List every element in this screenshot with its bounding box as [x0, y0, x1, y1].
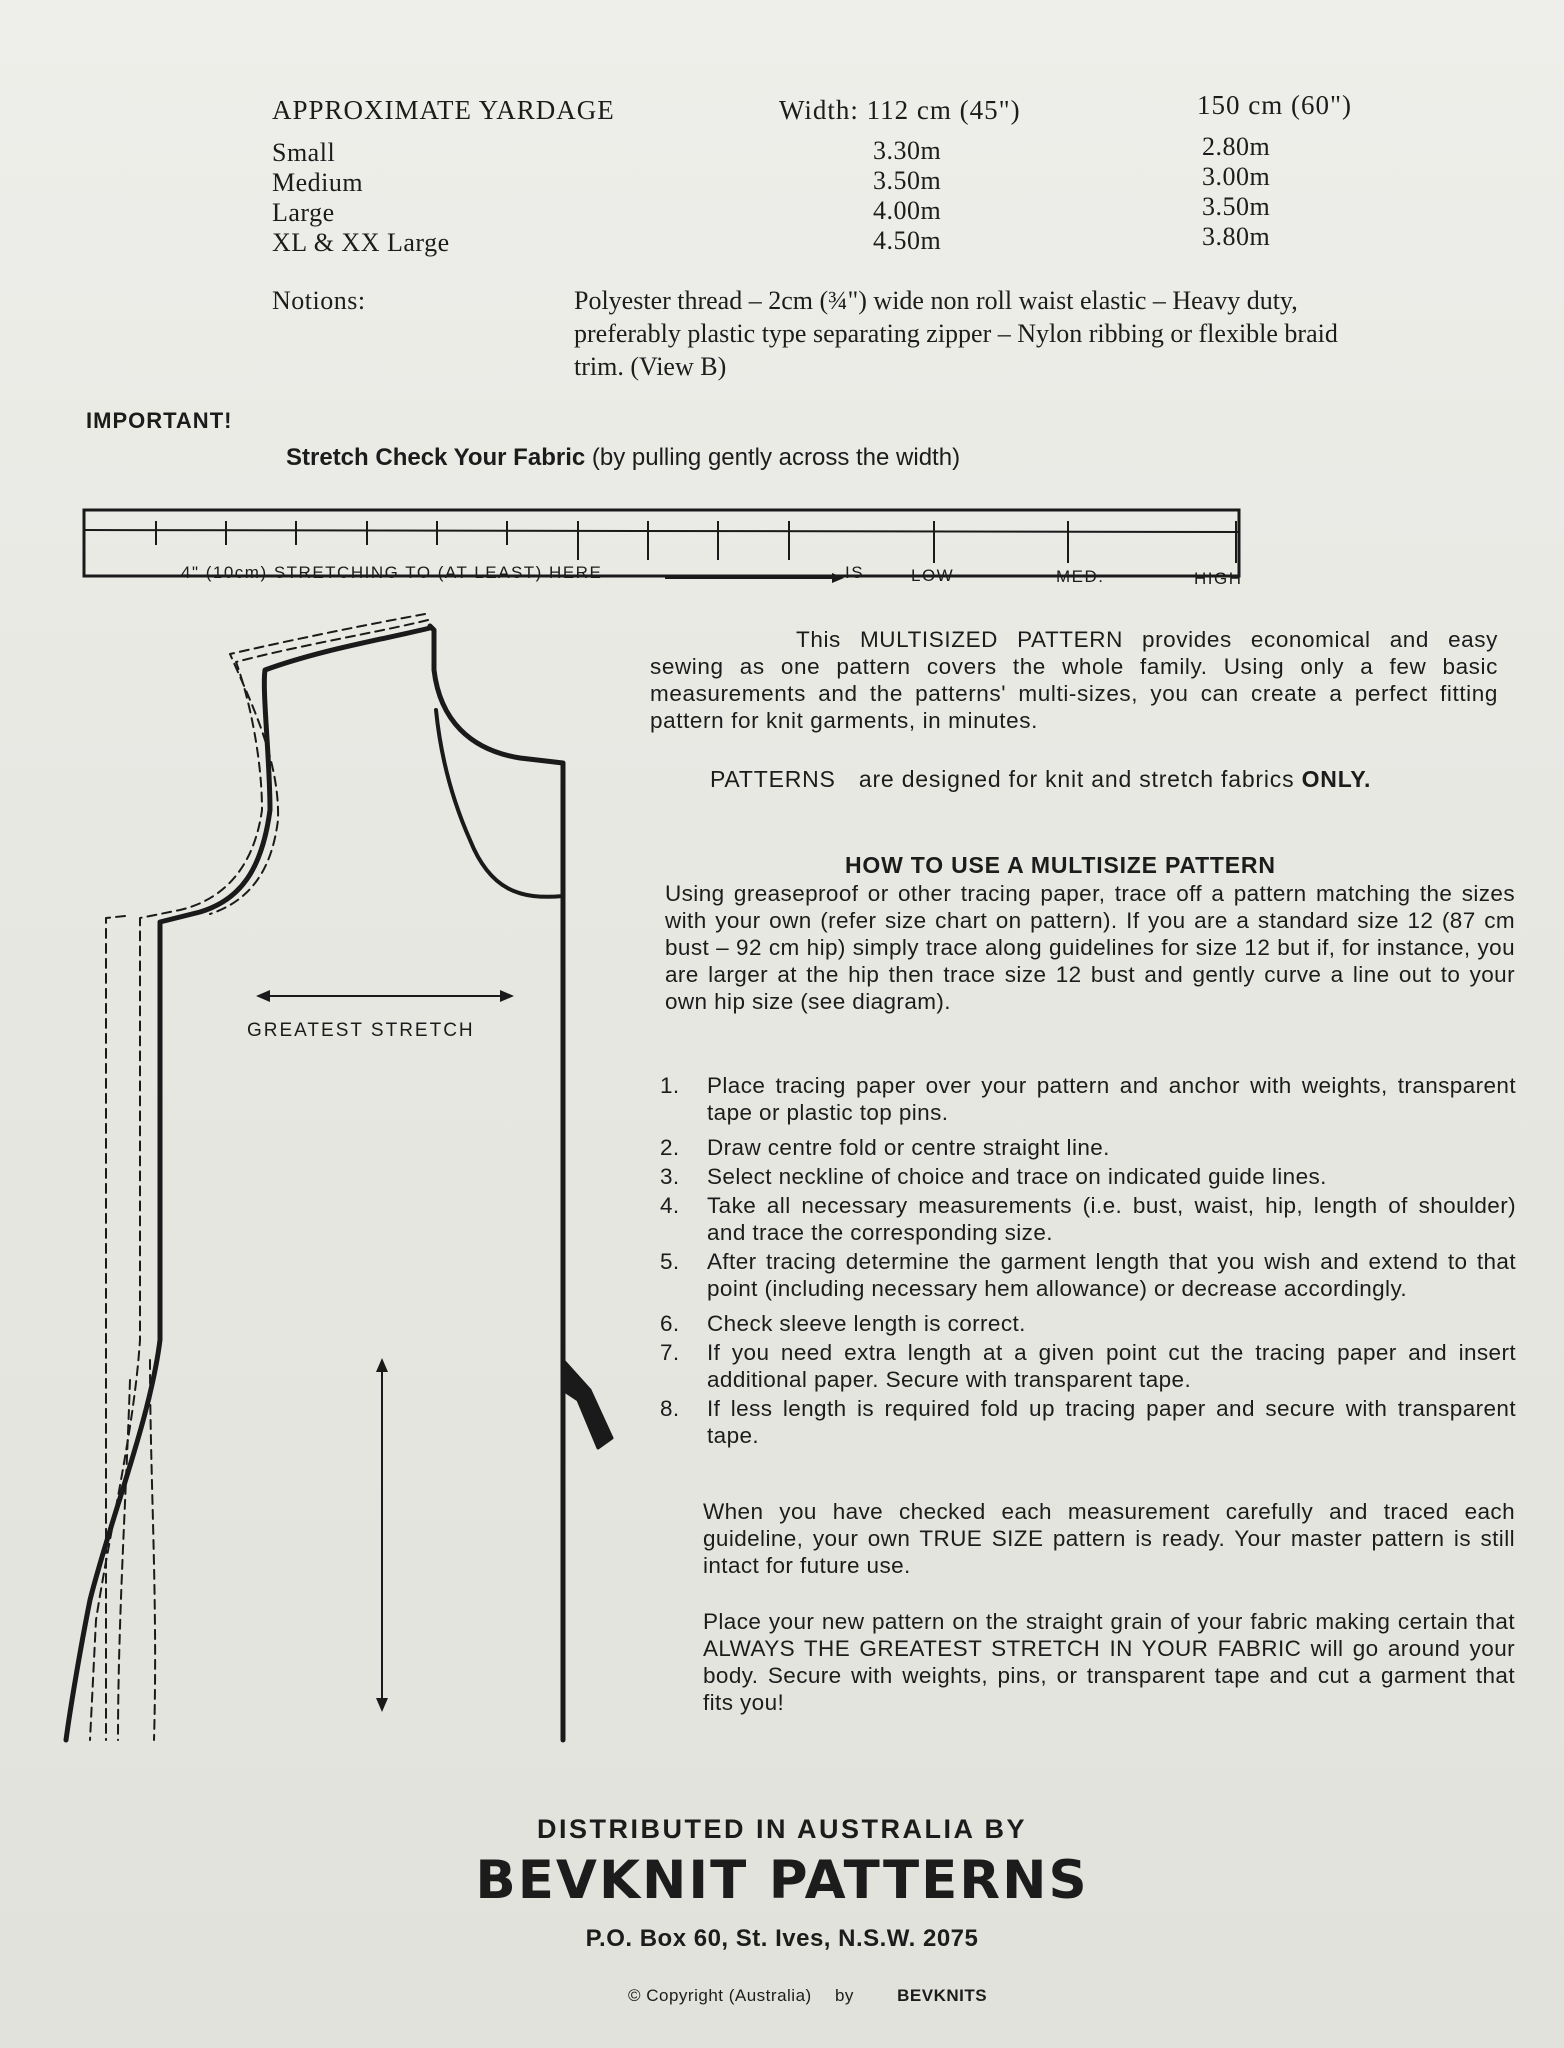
- ruler-top-line: [84, 530, 1239, 532]
- yardage-150-medium: 3.00m: [1202, 162, 1271, 191]
- patterns-note-mid: are designed for knit and stretch fabrics: [858, 766, 1295, 792]
- yardage-150-small: 2.80m: [1202, 132, 1271, 161]
- yardage-112-xl: 4.50m: [873, 226, 942, 255]
- grainline-arrowhead-up: [376, 1358, 388, 1372]
- list-item: 1. Place tracing paper over your pattern and anchor with weights, transparent tape or plastic top pins.: [660, 1073, 1516, 1125]
- copyright-owner: BEVKNITS: [897, 1986, 988, 2005]
- list-item: 6. Check sleeve length is correct.: [660, 1311, 1026, 1336]
- size-line-3: [106, 916, 125, 1740]
- grainline-arrowhead-down: [376, 1698, 388, 1712]
- yardage-size-medium: Medium: [272, 168, 364, 197]
- patterns-note-lead: PATTERNS: [710, 766, 836, 792]
- ruler-med-label: MED.: [1056, 567, 1105, 586]
- address: P.O. Box 60, St. Ives, N.S.W. 2075: [585, 1925, 979, 1952]
- yardage-112-medium: 3.50m: [873, 166, 942, 195]
- ruler-ticks: [156, 521, 1236, 563]
- list-item: 3. Select neckline of choice and trace on indicated guide lines.: [660, 1164, 1327, 1189]
- ruler-stretch-label: 4" (10cm) STRETCHING TO (AT LEAST) HERE: [181, 563, 603, 582]
- pattern-diagram: [0, 600, 640, 1760]
- place-paragraph: Place your new pattern on the straight grain of your fabric making certain that ALWAYS THE GREATEST STRETCH IN YOUR FABRIC will go around your body. Secure with weights, pins, or transparent tape and cut a garment that fits you!: [703, 1609, 1515, 1715]
- size-line-4: [150, 1360, 155, 1740]
- list-item: 5. After tracing determine the garment length that you wish and extend to that point (including necessary hem allowance) or decrease accordingly.: [660, 1249, 1516, 1301]
- greatest-stretch-arrowhead-right: [500, 990, 514, 1002]
- width-150-header: 150 cm (60"): [1197, 90, 1352, 120]
- patterns-note-bold: ONLY.: [1301, 766, 1372, 792]
- steps-list: [660, 1072, 1516, 1451]
- yardage-150-xl: 3.80m: [1202, 222, 1271, 251]
- greatest-stretch-label: GREATEST STRETCH: [247, 1020, 475, 1041]
- extension-tab: [563, 1360, 612, 1448]
- patterns-note: [710, 766, 1371, 793]
- ruler-low-label: LOW: [911, 566, 955, 585]
- copyright-by: by: [834, 1986, 854, 2005]
- size-line-5: [118, 1380, 130, 1740]
- ruler-high-label: HIGH: [1194, 569, 1243, 588]
- copyright-line: [628, 1986, 987, 2006]
- yardage-112-large: 4.00m: [873, 196, 942, 225]
- howto-paragraph: Using greaseproof or other tracing paper, trace off a pattern matching the sizes with your own (refer size chart on pattern). If you are a standard size 12 (87 cm bust – 92 cm hip) simply trace along guidelines for size 12 but if, for instance, you are larger at the hip then trace size 12 bust and gently curve a line out to your own hip size (see diagram).: [665, 881, 1515, 1014]
- stretch-check-rest: (by pulling gently across the width): [591, 444, 961, 471]
- list-item: 7. If you need extra length at a given point cut the tracing paper and insert additional paper. Secure with transparent tape.: [660, 1340, 1516, 1392]
- yardage-size-large: Large: [272, 198, 335, 227]
- width-112-header: Width: 112 cm (45"): [779, 95, 1021, 125]
- stretch-check-bold: Stretch Check Your Fabric: [286, 444, 586, 471]
- brand-name: BEVKNIT PATTERNS: [475, 1850, 1089, 1911]
- list-item: 4. Take all necessary measurements (i.e. bust, waist, hip, length of shoulder) and trace the corresponding size.: [660, 1193, 1516, 1245]
- pattern-left-outline: [66, 628, 430, 1740]
- yardage-size-small: Small: [272, 138, 336, 167]
- distributed-by: DISTRIBUTED IN AUSTRALIA BY: [537, 1814, 1027, 1844]
- important-heading: IMPORTANT!: [86, 408, 233, 433]
- size-line-1: [90, 620, 428, 1740]
- greatest-stretch-arrowhead-left: [256, 990, 270, 1002]
- intro-paragraph: This MULTISIZED PATTERN provides economical and easy sewing as one pattern covers the whole family. Using only a few basic measurements and the patterns' multi-sizes, you can create a perfect fitting pattern for knit garments, in minutes.: [650, 627, 1498, 733]
- howto-title: HOW TO USE A MULTISIZE PATTERN: [845, 852, 1276, 878]
- armhole-curve: [436, 710, 563, 897]
- notions-label: Notions:: [272, 286, 366, 315]
- yardage-size-xl: XL & XX Large: [272, 228, 450, 257]
- size-line-2: [210, 614, 425, 914]
- yardage-150-large: 3.50m: [1202, 192, 1271, 221]
- copyright-text: © Copyright (Australia): [628, 1986, 812, 2005]
- pattern-right-outline: [430, 626, 563, 1740]
- stretch-ruler: [0, 0, 1564, 620]
- list-item: 2. Draw centre fold or centre straight line.: [660, 1135, 1110, 1160]
- yardage-title: APPROXIMATE YARDAGE: [272, 95, 615, 125]
- checked-paragraph: When you have checked each measurement carefully and traced each guideline, your own TRUE SIZE pattern is ready. Your master pattern is still intact for future use.: [703, 1499, 1515, 1578]
- yardage-112-small: 3.30m: [873, 136, 942, 165]
- notions-text: Polyester thread – 2cm (¾") wide non roll waist elastic – Heavy duty, preferably plastic type separating zipper – Nylon ribbing or flexible braid trim. (View B): [574, 286, 1338, 381]
- list-item: 8. If less length is required fold up tracing paper and secure with transparent tape.: [660, 1396, 1516, 1448]
- ruler-is-label: IS: [845, 563, 865, 582]
